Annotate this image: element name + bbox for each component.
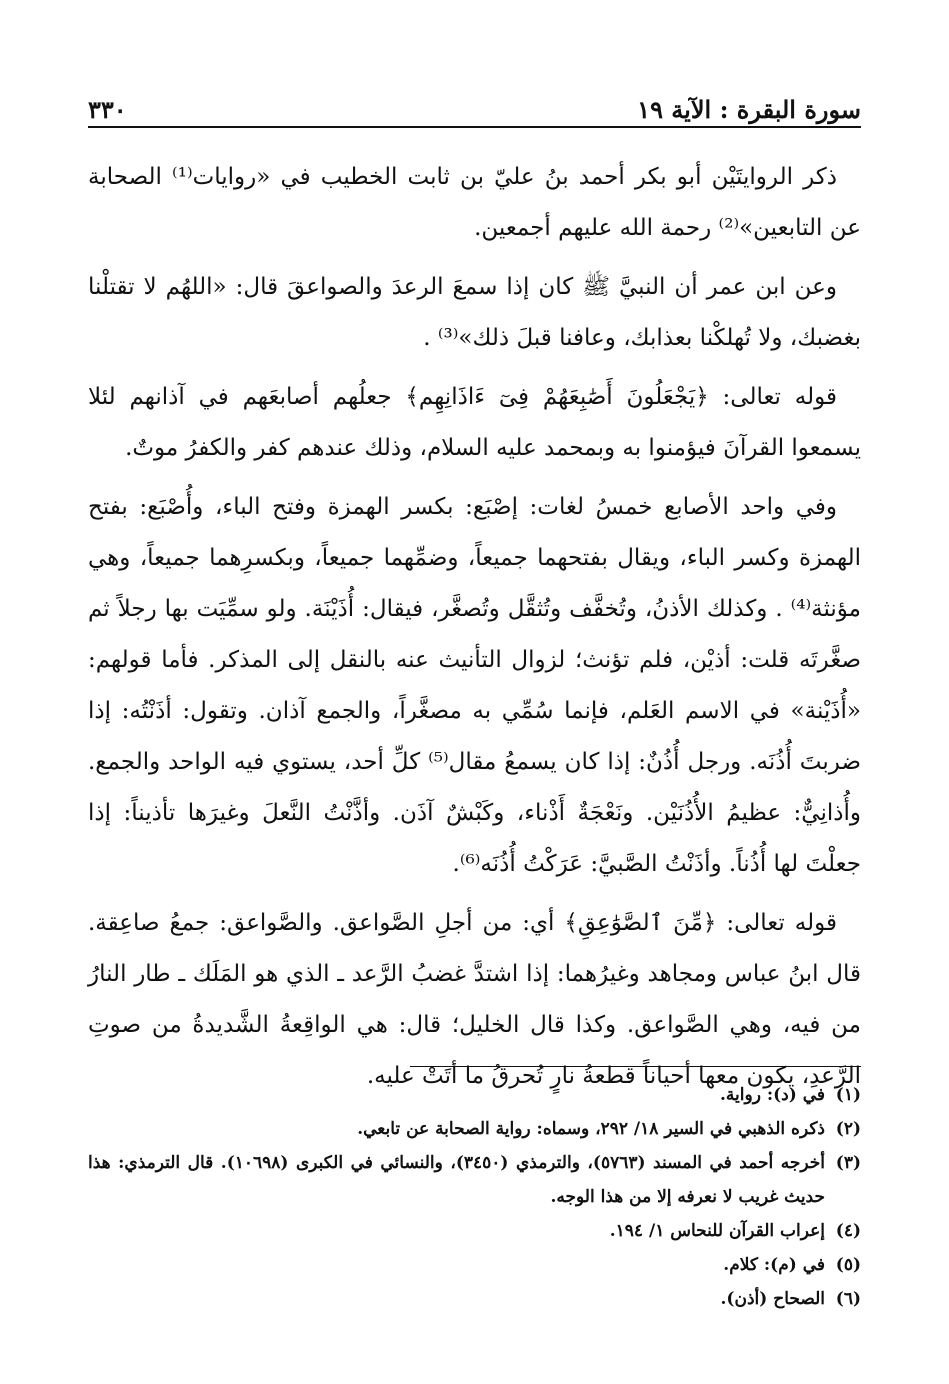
paragraph: ذكر الروايتَيْن أبو بكر أحمد بنُ عليّ بن ثابت الخطيب في «روايات⁽¹⁾ الصحابة عن التابعين»⁽²⁾ رحمة الله عليهم أجمعين. <box>88 164 861 241</box>
footnote-text: ذكره الذهبي في السير ١٨/ ٢٩٢، وسماه: رواية الصحابة عن تابعي. <box>357 1119 825 1139</box>
footnote-number: (٤) <box>835 1221 861 1241</box>
paragraph: قوله تعالى: ﴿مِّنَ ٱلصَّوَٰعِقِ﴾ أي: من أجلِ الصَّواعق. والصَّواعق: جمعُ صاعِقة. قال ابنُ عباس ومجاهد وغيرُهما: إذا اشتدَّ غضبُ الرَّعد ـ الذي هو المَلَك ـ طار النارُ من فيه، وهي الصَّواعق. وكذا قال الخليل؛ قال: هي الواقِعةُ الشَّديدةُ من صوتِ الرَّعدِ، يكون معها أحياناً قطعةُ نارٍ تُحرقُ ما أتَتْ عليه. <box>88 910 861 1089</box>
footnotes <box>88 1078 861 1316</box>
footnote-item <box>88 1146 861 1214</box>
footnote-text: في (م): كلام. <box>723 1255 825 1275</box>
footnote-number: (٣) <box>835 1153 861 1173</box>
footnote-item <box>88 1078 861 1112</box>
main-text <box>88 152 861 1110</box>
paragraph: قوله تعالى: ﴿يَجْعَلُونَ أَصَٰبِعَهُمْ فِىٓ ءَاذَانِهِم﴾ جعلُهم أصابعَهم في آذانهم لئلا يسمعوا القرآنَ فيؤمنوا به وبمحمد عليه السلام، وذلك عندهم كفر والكفرُ موتٌ. <box>88 384 861 461</box>
footnote-text: الصحاح (أذن). <box>720 1289 825 1309</box>
paragraph: وعن ابن عمر أن النبيَّ ﷺ كان إذا سمعَ الرعدَ والصواعقَ قال: «اللهُم لا تقتلْنا بغضبك، ولا تُهلكْنا بعذابك، وعافنا قبلَ ذلك»⁽³⁾ . <box>88 274 861 351</box>
page-number: ٣٣٠ <box>88 95 127 124</box>
paragraph: وفي واحد الأصابع خمسُ لغات: إصْبَع: بكسر الهمزة وفتح الباء، وأُصْبَع: بفتح الهمزة وكسر الباء، ويقال بفتحهما جميعاً، وضمِّهما جميعاً، وبكسرِهما جميعاً، وهي مؤنثة⁽⁴⁾ . وكذلك الأذنُ، وتُخفَّف وتُثقَّل وتُصغَّر، فيقال: أُذَيْنَة. ولو سمِّيَت بها رجلاً ثم صغَّرتَه قلت: أذيْن، فلم تؤنث؛ لزوال التأنيث عنه بالنقل إلى المذكر. فأما قولهم: «أُذَيْنة» في الاسم العَلم، فإنما سُمِّي به مصغَّراً، والجمع آذان. وتقول: أذَنْتُه: إذا ضربتَ أُذُنَه. ورجل أُذُنٌ: إذا كان يسمعُ مقال⁽⁵⁾ كلِّ أحد، يستوي فيه الواحد والجمع. وأُذانِيٌّ: عظيمُ الأُذُنَيْن. ونَعْجَةٌ أَذْناء، وكَبْشٌ آذَن. وأذَّنْتُ النَّعلَ وغيرَها تأذيناً: إذا جعلْتَ لها أُذُناً. وأذَنْتُ الصَّبيَّ: عَرَكْتُ أُذُنَه⁽⁶⁾. <box>88 494 861 877</box>
footnote-number: (٢) <box>835 1119 861 1139</box>
footnote-number: (٥) <box>835 1255 861 1275</box>
footnote-text: أخرجه أحمد في المسند (٥٧٦٣)، والترمذي (٣٤٥٠)، والنسائي في الكبرى (١٠٦٩٨). قال الترمذي: هذا حديث غريب لا نعرفه إلا من هذا الوجه. <box>88 1153 826 1207</box>
footnote-number: (٦) <box>835 1289 861 1309</box>
footnote-item <box>88 1214 861 1248</box>
running-header <box>88 80 861 124</box>
footnote-rule <box>410 1066 861 1067</box>
footnote-number: (١) <box>835 1085 861 1105</box>
footnote-text: إعراب القرآن للنحاس ١/ ١٩٤. <box>609 1221 825 1241</box>
header-rule <box>88 126 861 128</box>
footnote-text: في (د): رواية. <box>720 1085 825 1105</box>
footnote-item <box>88 1112 861 1146</box>
footnote-item <box>88 1282 861 1316</box>
footnote-item <box>88 1248 861 1282</box>
running-title: سورة البقرة : الآية ١٩ <box>637 95 861 124</box>
